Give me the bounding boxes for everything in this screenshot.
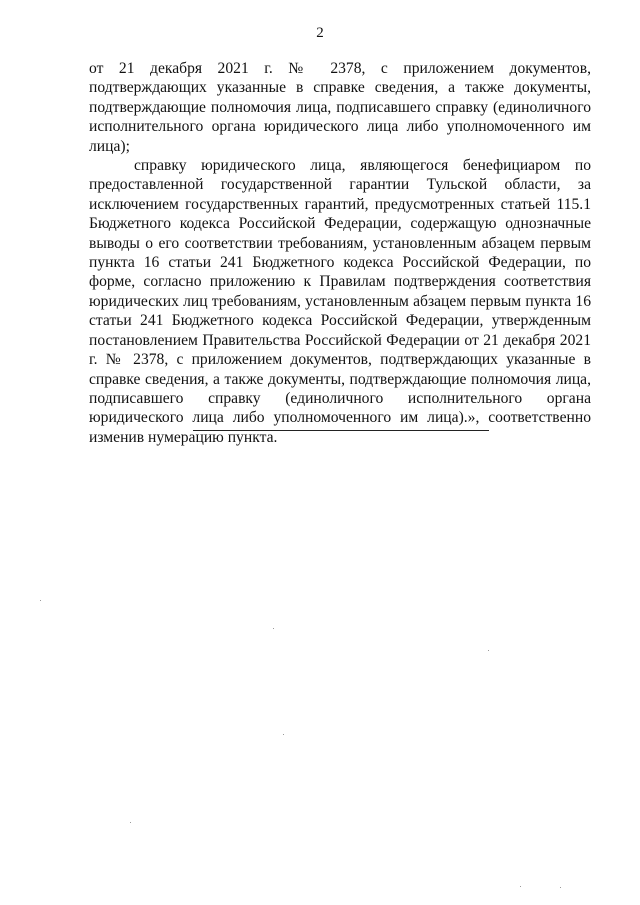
document-body <box>89 59 591 447</box>
scan-speck <box>283 734 284 735</box>
page-number: 2 <box>316 25 324 41</box>
scan-speck <box>130 822 131 823</box>
paragraph-continuation: от 21 декабря 2021 г. № 2378, с приложением документов, подтверждающих указанные в справке сведения, а также документы, подтверждающие полномочия лица, подписавшего справку (единоличного исполнительного органа юридического лица либо уполномоченного им лица); <box>89 60 591 155</box>
scan-speck <box>560 887 561 888</box>
scan-speck <box>40 600 41 601</box>
scan-speck <box>488 650 489 651</box>
scan-speck <box>520 886 521 887</box>
scan-speck <box>273 628 274 629</box>
paragraph-beneficiary-certificate: справку юридического лица, являющегося бенефициаром по предоставленной государственной гарантии Тульской области, за исключением государственных гарантий, предусмотренных статьей 115.1 Бюджетного кодекса Российской Федерации, содержащую однозначные выводы о его соответствии требованиям, установленным абзацем первым пункта 16 статьи 241 Бюджетного кодекса Российской Федерации, по форме, согласно приложению к Правилам подтверждения соответствия юридических лиц требованиям, установленным абзацем первым пункта 16 статьи 241 Бюджетного кодекса Российской Федерации, утвержденным постановлением Правительства Российской Федерации от 21 декабря 2021 г. № 2378, с приложением документов, подтверждающих указанные в справке сведения, а также документы, подтверждающие полномочия лица, подписавшего справку (единоличного исполнительного органа юридического лица либо уполномоченного им лица).», соответственно изменив нумерацию пункта. <box>89 157 591 446</box>
closing-separator-line <box>193 430 489 431</box>
